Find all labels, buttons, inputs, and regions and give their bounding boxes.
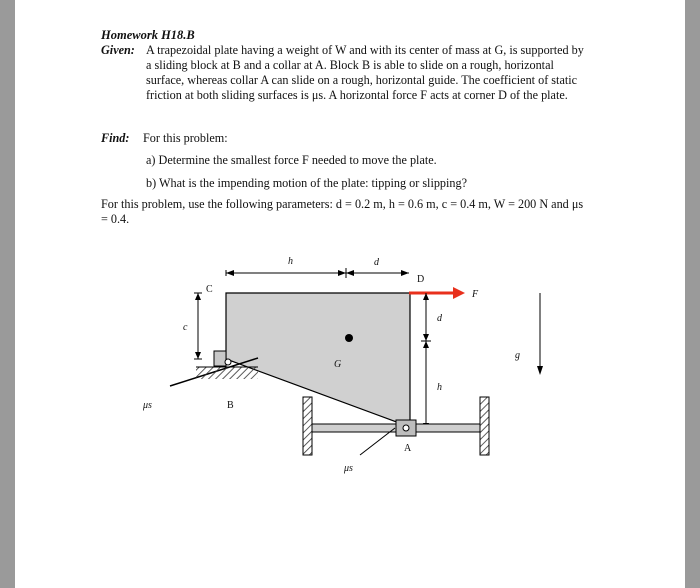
right-dimension-line — [421, 293, 431, 430]
top-dimension-line — [226, 268, 409, 278]
label-g: g — [515, 350, 520, 361]
label-mu-left: μs — [143, 400, 152, 411]
right-wall — [480, 397, 489, 455]
homework-title: Homework H18.B — [101, 28, 195, 42]
label-mu-bottom: μs — [344, 463, 353, 474]
label-h-right: h — [437, 382, 442, 393]
center-of-mass-dot — [345, 334, 353, 342]
label-d-right: d — [437, 313, 442, 324]
force-arrow-head — [453, 287, 465, 299]
label-D: D — [417, 274, 425, 285]
block-B — [214, 351, 226, 366]
c-dimension-line — [194, 293, 202, 359]
given-label: Given: — [101, 43, 135, 57]
label-F: F — [472, 289, 479, 300]
gravity-arrowhead — [537, 366, 543, 375]
label-A: A — [404, 443, 412, 454]
question-a: a) Determine the smallest force F needed to move the plate. — [146, 153, 437, 167]
label-d-top: d — [374, 257, 379, 268]
label-c: c — [183, 322, 188, 333]
label-G: G — [334, 359, 342, 370]
parameters-text: For this problem, use the following parameters: d = 0.2 m, h = 0.6 m, c = 0.4 m, W = 200 N and μs = 0.4. — [101, 197, 584, 226]
pin-A — [403, 425, 409, 431]
pin-B — [225, 359, 231, 365]
given-text: A trapezoidal plate having a weight of W and with its center of mass at G, is supported by a sliding block at B and a collar at A. Block B is able to slide on a rough, horizontal surface, whereas collar A can slide on a rough, horizontal guide. The coefficient of static friction at both sliding surfaces is μs. A horizontal force F acts at corner D of the plate. — [146, 43, 584, 102]
left-wall — [303, 397, 312, 455]
label-B: B — [227, 400, 234, 411]
find-label: Find: — [101, 131, 130, 145]
label-C: C — [206, 284, 213, 295]
question-b: b) What is the impending motion of the plate: tipping or slipping? — [146, 176, 468, 190]
find-intro: For this problem: — [143, 131, 228, 145]
ground-hatch-B — [196, 367, 258, 379]
label-h-top: h — [288, 256, 293, 267]
